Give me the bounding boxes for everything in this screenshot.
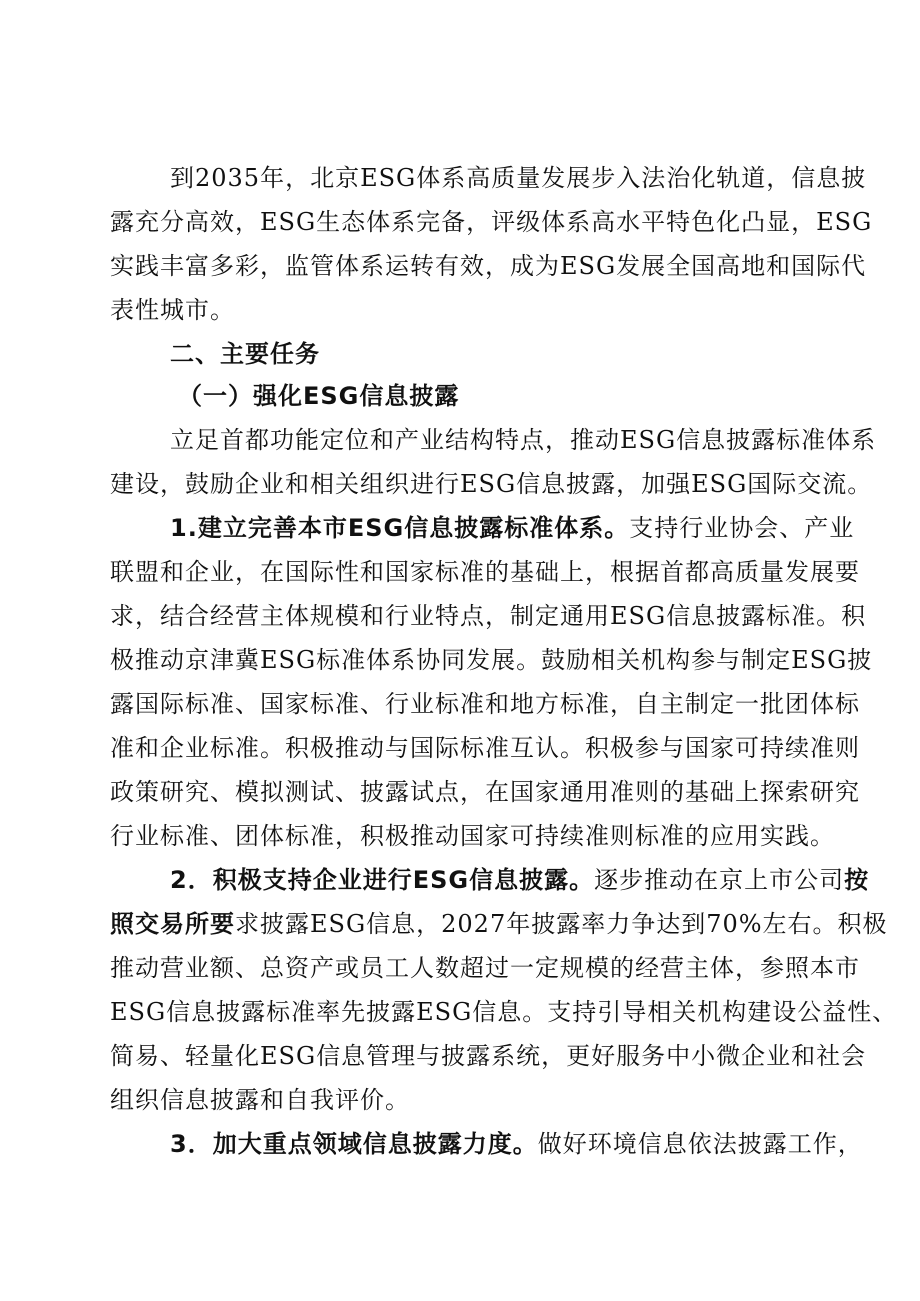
- section-heading: 二、主要任务: [170, 340, 320, 368]
- item-3-first-line: [170, 1122, 863, 1166]
- item-2-title: 2．积极支持企业进行ESG信息披露。: [170, 866, 595, 894]
- text-line: 求，结合经营主体规模和行业特点，制定通用ESG信息披露标准。积: [110, 602, 867, 630]
- text-line: ESG信息披露标准率先披露ESG信息。支持引导相关机构建设公益性、: [110, 998, 898, 1026]
- item-3-first-rest: 做好环境信息依法披露工作，: [537, 1130, 863, 1158]
- text-line: 到2035年，北京ESG体系高质量发展步入法治化轨道，信息披: [170, 164, 867, 192]
- item-2-first-line: [170, 858, 870, 902]
- item-3-title: 3．加大重点领域信息披露力度。: [170, 1130, 538, 1158]
- subsection-heading: （一）强化ESG信息披露: [178, 382, 460, 410]
- text-line: 立足首都功能定位和产业结构特点，推动ESG信息披露标准体系: [170, 426, 877, 454]
- item-1-first-line: [170, 506, 855, 550]
- item-2-second-line: [110, 902, 888, 946]
- text-line: 联盟和企业，在国际性和国家标准的基础上，根据首都高质量发展要: [110, 558, 860, 586]
- item-1-title: 1.建立完善本市ESG信息披露标准体系。: [170, 514, 630, 542]
- item-2-first-mid: 逐步推动在京上市公司: [594, 866, 845, 894]
- text-line: 组织信息披露和自我评价。: [110, 1086, 410, 1114]
- text-line: 推动营业额、总资产或员工人数超过一定规模的经营主体，参照本市: [110, 954, 860, 982]
- text-line: 政策研究、模拟测试、披露试点，在国家通用准则的基础上探索研究: [110, 778, 860, 806]
- text-line: 极推动京津冀ESG标准体系协同发展。鼓励相关机构参与制定ESG披: [110, 646, 873, 674]
- text-line: 行业标准、团体标准，积极推动国家可持续准则标准的应用实践。: [110, 822, 835, 850]
- text-line: 准和企业标准。积极推动与国际标准互认。积极参与国家可持续准则: [110, 734, 860, 762]
- item-2-bold-fragment: 按: [844, 866, 870, 894]
- text-line: 露国际标准、国家标准、行业标准和地方标准，自主制定一批团体标: [110, 690, 860, 718]
- text-line: 露充分高效，ESG生态体系完备，评级体系高水平特色化凸显，ESG: [110, 208, 873, 236]
- item-2-bold-fragment-2: 照交易所要: [110, 910, 235, 938]
- item-1-first-rest: 支持行业协会、产业: [629, 514, 855, 542]
- text-line: 表性城市。: [110, 296, 235, 324]
- text-line: 实践丰富多彩，监管体系运转有效，成为ESG发展全国高地和国际代: [110, 252, 867, 280]
- item-2-second-rest: 求披露ESG信息，2027年披露率力争达到70%左右。积极: [235, 910, 888, 938]
- text-line: 建设，鼓励企业和相关组织进行ESG信息披露，加强ESG国际交流。: [110, 470, 873, 498]
- text-line: 简易、轻量化ESG信息管理与披露系统，更好服务中小微企业和社会: [110, 1042, 867, 1070]
